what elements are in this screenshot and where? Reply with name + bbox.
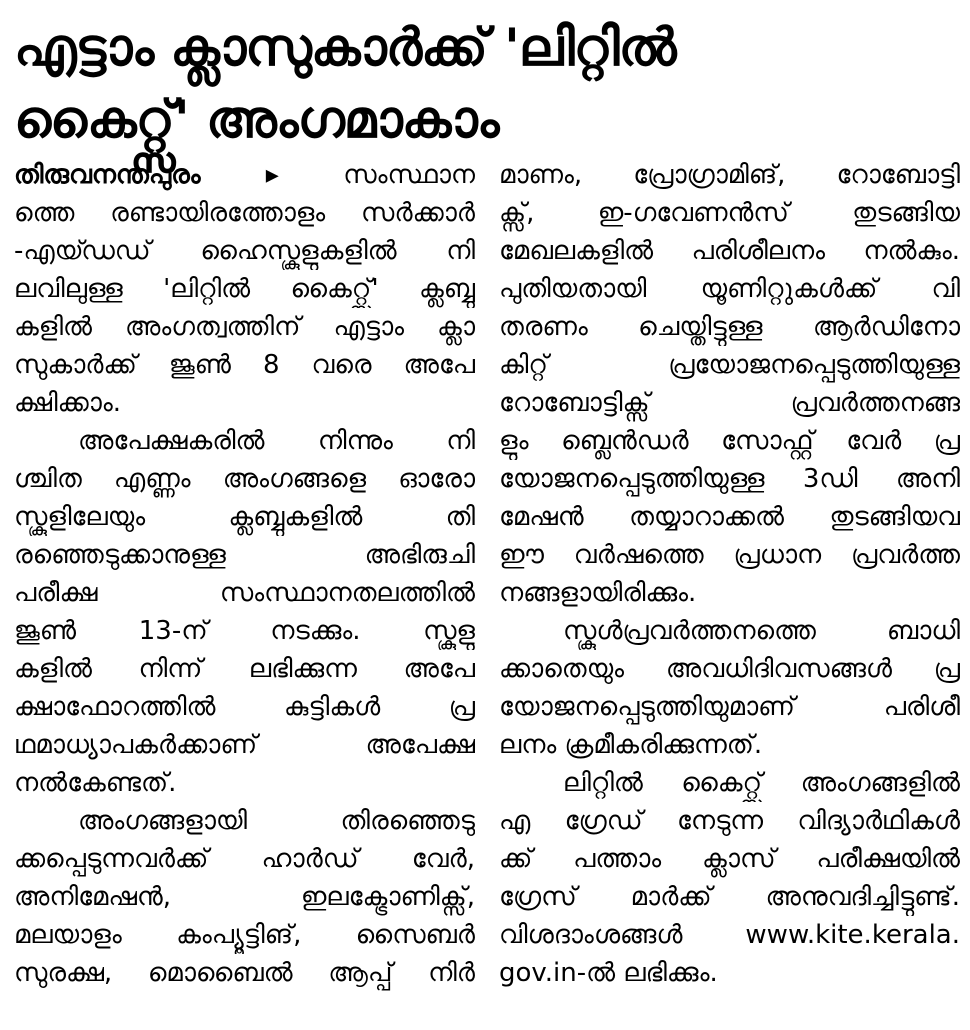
article-line: പുതിയതായി യൂണിറ്റുകൾക്ക് വി	[499, 274, 960, 304]
article-line: ക്സ്, ഇ-ഗവേണൻസ് തുടങ്ങിയ	[499, 198, 960, 228]
article-line: സ്കൂൾപ്രവർത്തനത്തെ ബാധി	[563, 616, 960, 646]
article-text: സംസ്ഥാന	[343, 160, 475, 190]
article-line: ക്ക് പത്താം ക്ലാസ് പരീക്ഷയിൽ	[499, 844, 960, 874]
article-line: സുരക്ഷ, മൊബൈൽ ആപ്പ് നിർ	[14, 958, 475, 988]
article-line: -എയ്ഡഡ് ഹൈസ്കൂളുകളിൽ നി	[14, 236, 475, 266]
article-line: മേഷൻ തയ്യാറാക്കൽ തുടങ്ങിയവ	[499, 502, 960, 532]
dateline: തിരുവനന്തപുരം ▸	[14, 160, 279, 190]
article-line: കളിൽ നിന്ന് ലഭിക്കുന്ന അപേ	[14, 654, 475, 684]
article-line: ലവിലുള്ള 'ലിറ്റിൽ കൈറ്റ്സ്' ക്ലബ്ബു	[14, 274, 475, 304]
article-line: അപേക്ഷകരിൽ നിന്നും നി	[78, 426, 475, 456]
article-line: ഥമാധ്യാപകർക്കാണ് അപേക്ഷ	[14, 730, 475, 760]
article-line: കിറ്റ് പ്രയോജനപ്പെടുത്തിയുള്ള	[499, 350, 960, 380]
column-left	[14, 156, 475, 1030]
article-line: ക്ഷിക്കാം.	[14, 388, 121, 418]
article-line: മാണം, പ്രോഗ്രാമിങ്, റോബോട്ടി	[499, 160, 960, 190]
article-line: നങ്ങളായിരിക്കും.	[499, 578, 697, 608]
article-line: യോജനപ്പെടുത്തിയുള്ള 3ഡി അനി	[499, 464, 960, 494]
article-line: സുകാർക്ക് ജൂൺ 8 വരെ അപേ	[14, 350, 475, 380]
article-line: മേഖലകളിൽ പരിശീലനം നൽകും.	[499, 236, 960, 266]
article-line: ത്തെ രണ്ടായിരത്തോളം സർക്കാർ	[14, 198, 475, 228]
article-line: അംഗങ്ങളായി തിരഞ്ഞെടു	[78, 806, 475, 836]
article-line: ളും ബ്ലെൻഡർ സോഫ്റ്റ് വേർ പ്ര	[499, 426, 960, 456]
article-line: കളിൽ അംഗത്വത്തിന് എട്ടാം ക്ലാ	[14, 312, 475, 342]
headline	[14, 12, 956, 156]
article-body	[14, 156, 960, 1030]
article-line: ക്കപ്പെടുന്നവർക്ക് ഹാർഡ് വേർ,	[14, 844, 475, 874]
headline-line-2: കൈറ്റ്സ്' അംഗമാകാം	[14, 90, 499, 150]
article-line: ക്കാതെയും അവധിദിവസങ്ങൾ പ്ര	[499, 654, 960, 684]
headline-line-1: എട്ടാം ക്ലാസുകാർക്ക് 'ലിറ്റിൽ	[14, 18, 676, 78]
article-line: രഞ്ഞെടുക്കാനുള്ള അഭിരുചി	[14, 540, 475, 570]
column-right	[499, 156, 960, 1030]
article-line: എ ഗ്രേഡ് നേടുന്ന വിദ്യാർഥികൾ	[499, 806, 960, 836]
article-line: gov.in-ൽ ലഭിക്കും.	[499, 958, 718, 988]
article-line: അനിമേഷൻ, ഇലക്ട്രോണിക്സ്,	[14, 882, 475, 912]
article-line: ഈ വർഷത്തെ പ്രധാന പ്രവർത്ത	[499, 540, 960, 570]
article-line: ക്ഷാഫോറത്തിൽ കുട്ടികൾ പ്ര	[14, 692, 475, 722]
article-line: റോബോട്ടിക്സ് പ്രവർത്തനങ്ങ	[499, 388, 960, 418]
article-line: ശ്ചിത എണ്ണം അംഗങ്ങളെ ഓരോ	[14, 464, 475, 494]
article-line: തരണം ചെയ്തിട്ടുള്ള ആർഡിനോ	[499, 312, 960, 342]
article-line: സ്കൂളിലേയും ക്ലബ്ബുകളിൽ തി	[14, 502, 475, 532]
article-line: ലനം ക്രമീകരിക്കുന്നത്.	[499, 730, 763, 760]
article-line: നൽകേണ്ടത്.	[14, 768, 177, 798]
article-line: മലയാളം കംപ്യൂട്ടിങ്, സൈബർ	[14, 920, 475, 950]
article-line	[14, 156, 475, 194]
article-line: ലിറ്റിൽ കൈറ്റ്സ് അംഗങ്ങളിൽ	[563, 768, 960, 798]
article-line: ഗ്രേസ് മാർക്ക് അനുവദിച്ചിട്ടുണ്ട്.	[499, 882, 960, 912]
article-line: പരീക്ഷ സംസ്ഥാനതലത്തിൽ	[14, 578, 475, 608]
article-line: ജൂൺ 13-ന് നടക്കും. സ്കൂളു	[14, 616, 475, 646]
article-line: യോജനപ്പെടുത്തിയുമാണ് പരിശീ	[499, 692, 960, 722]
article-line: വിശദാംശങ്ങൾ www.kite.kerala.	[499, 920, 960, 950]
